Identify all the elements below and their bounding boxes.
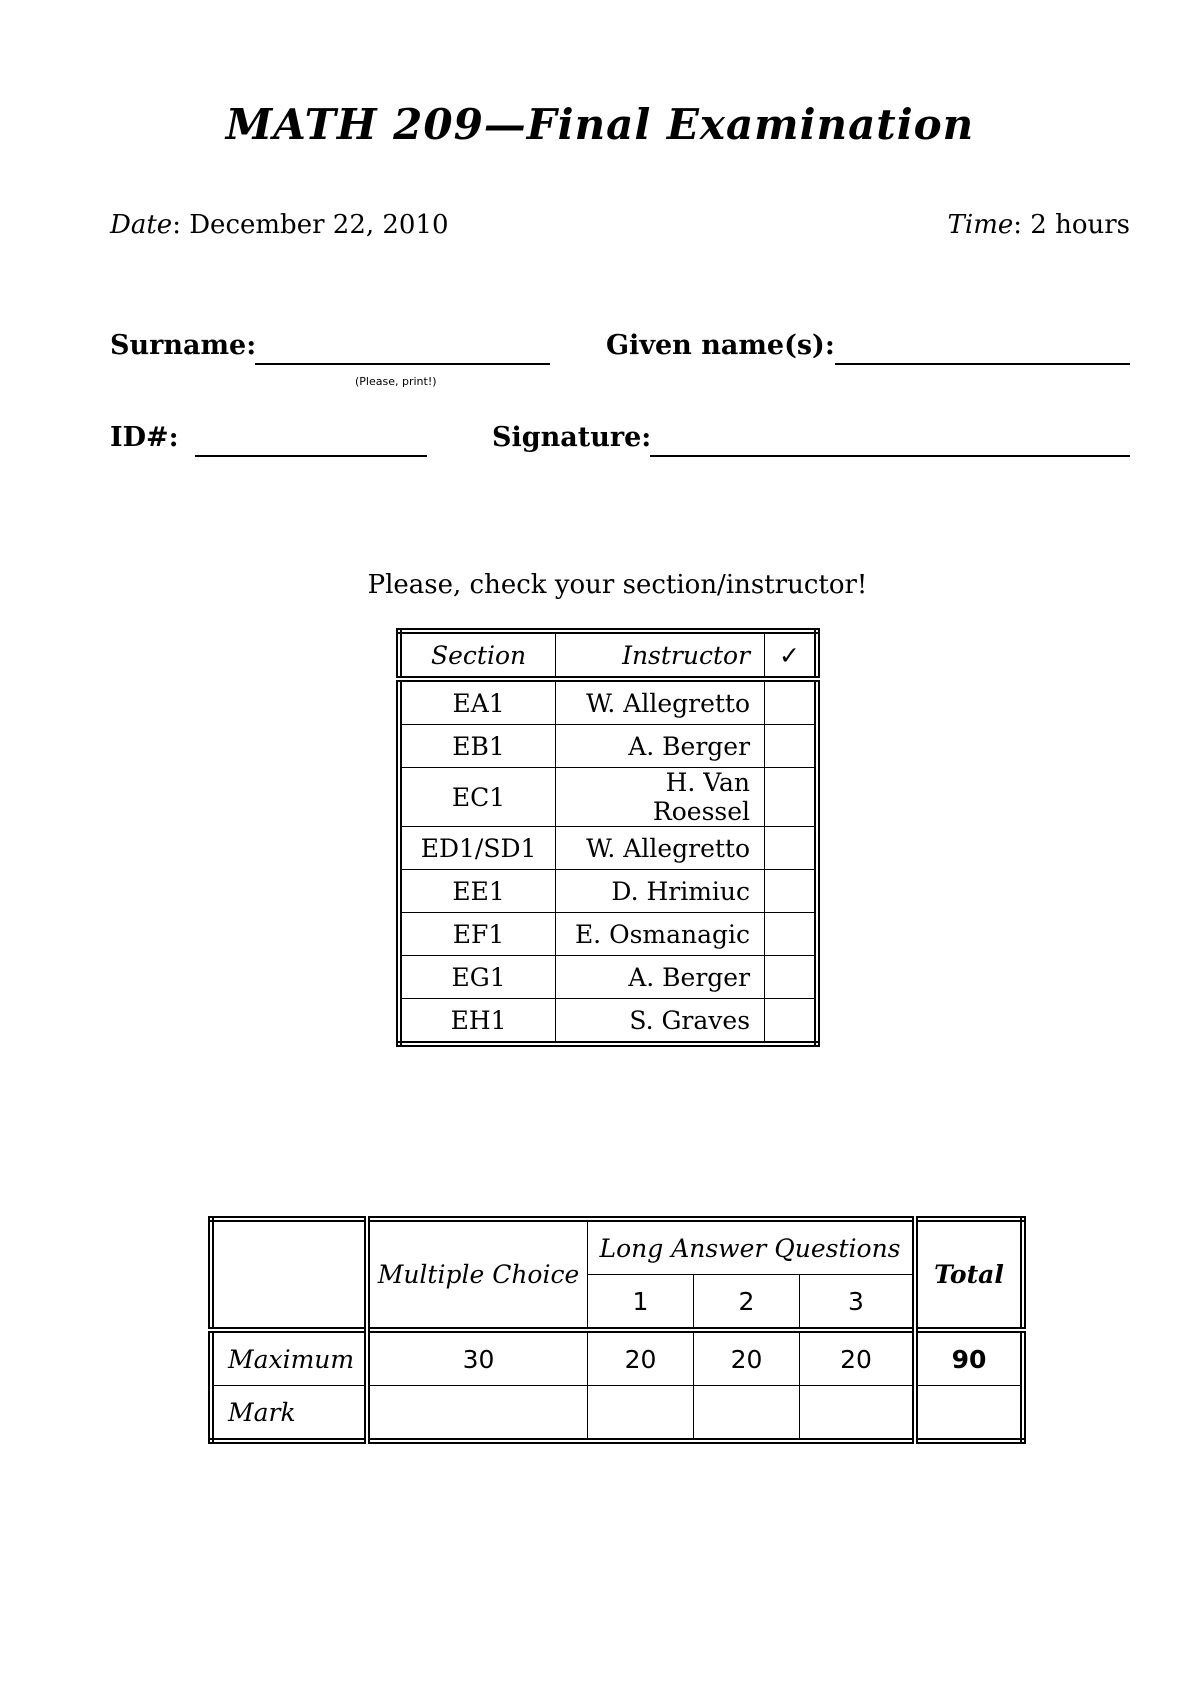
- table-row: [399, 999, 817, 1045]
- section-cell: EF1: [399, 913, 556, 956]
- check-cell[interactable]: [765, 956, 817, 999]
- long-answer-header: Long Answer Questions: [588, 1219, 916, 1275]
- given-names-field[interactable]: [835, 363, 1130, 365]
- question-3-header: 3: [800, 1275, 916, 1331]
- section-cell: ED1/SD1: [399, 827, 556, 870]
- check-cell[interactable]: [765, 679, 817, 725]
- section-cell: EA1: [399, 679, 556, 725]
- question-1-header: 1: [588, 1275, 694, 1331]
- surname-label: Surname:: [110, 330, 257, 361]
- date-value: : December 22, 2010: [172, 210, 449, 240]
- section-table-header: [399, 631, 817, 679]
- instructor-cell: H. Van Roessel: [556, 768, 765, 827]
- date-label: Date: [110, 210, 173, 240]
- check-cell[interactable]: [765, 913, 817, 956]
- mark-multiple-choice[interactable]: [367, 1386, 588, 1442]
- table-row: [399, 827, 817, 870]
- section-cell: EG1: [399, 956, 556, 999]
- exam-date: [110, 210, 449, 240]
- section-prompt: Please, check your section/instructor!: [367, 570, 868, 600]
- section-table: [396, 628, 820, 1047]
- question-2-header: 2: [694, 1275, 800, 1331]
- blank-corner: [211, 1219, 367, 1330]
- table-row: [399, 768, 817, 827]
- signature-label: Signature:: [492, 422, 652, 453]
- check-cell[interactable]: [765, 768, 817, 827]
- mark-question-2[interactable]: [694, 1386, 800, 1442]
- instructor-cell: A. Berger: [556, 725, 765, 768]
- section-cell: EH1: [399, 999, 556, 1045]
- instructor-cell: E. Osmanagic: [556, 913, 765, 956]
- mark-label: Mark: [211, 1386, 367, 1442]
- total-header: Total: [915, 1219, 1023, 1330]
- check-cell[interactable]: [765, 827, 817, 870]
- max-question-2: 20: [694, 1330, 800, 1386]
- table-row: [399, 956, 817, 999]
- print-note: (Please, print!): [355, 375, 437, 388]
- section-cell: EE1: [399, 870, 556, 913]
- page-title: MATH 209—Final Examination: [225, 100, 975, 149]
- max-question-1: 20: [588, 1330, 694, 1386]
- mark-question-1[interactable]: [588, 1386, 694, 1442]
- max-multiple-choice: 30: [367, 1330, 588, 1386]
- mark-total[interactable]: [915, 1386, 1023, 1442]
- section-cell: EC1: [399, 768, 556, 827]
- time-label: Time: [947, 210, 1014, 240]
- maximum-label: Maximum: [211, 1330, 367, 1386]
- maximum-row: [211, 1330, 1023, 1386]
- surname-field[interactable]: [255, 363, 550, 365]
- instructor-cell: S. Graves: [556, 999, 765, 1045]
- section-cell: EB1: [399, 725, 556, 768]
- mark-row: [211, 1386, 1023, 1442]
- max-question-3: 20: [800, 1330, 916, 1386]
- time-value: : 2 hours: [1013, 210, 1130, 240]
- instructor-cell: W. Allegretto: [556, 679, 765, 725]
- multiple-choice-header: Multiple Choice: [367, 1219, 588, 1330]
- check-header: ✓: [765, 631, 817, 679]
- check-cell[interactable]: [765, 725, 817, 768]
- marks-table: [208, 1216, 1026, 1444]
- section-header: Section: [399, 631, 556, 679]
- id-field[interactable]: [195, 455, 427, 457]
- table-row: [399, 679, 817, 725]
- table-row: [399, 870, 817, 913]
- check-cell[interactable]: [765, 999, 817, 1045]
- signature-field[interactable]: [650, 455, 1130, 457]
- check-cell[interactable]: [765, 870, 817, 913]
- instructor-header: Instructor: [556, 631, 765, 679]
- instructor-cell: W. Allegretto: [556, 827, 765, 870]
- table-row: [399, 725, 817, 768]
- marks-header-row-1: [211, 1219, 1023, 1275]
- id-label: ID#:: [110, 422, 179, 453]
- mark-question-3[interactable]: [800, 1386, 916, 1442]
- max-total: 90: [915, 1330, 1023, 1386]
- instructor-cell: A. Berger: [556, 956, 765, 999]
- table-row: [399, 913, 817, 956]
- exam-time: [948, 210, 1130, 240]
- instructor-cell: D. Hrimiuc: [556, 870, 765, 913]
- given-names-label: Given name(s):: [606, 330, 835, 361]
